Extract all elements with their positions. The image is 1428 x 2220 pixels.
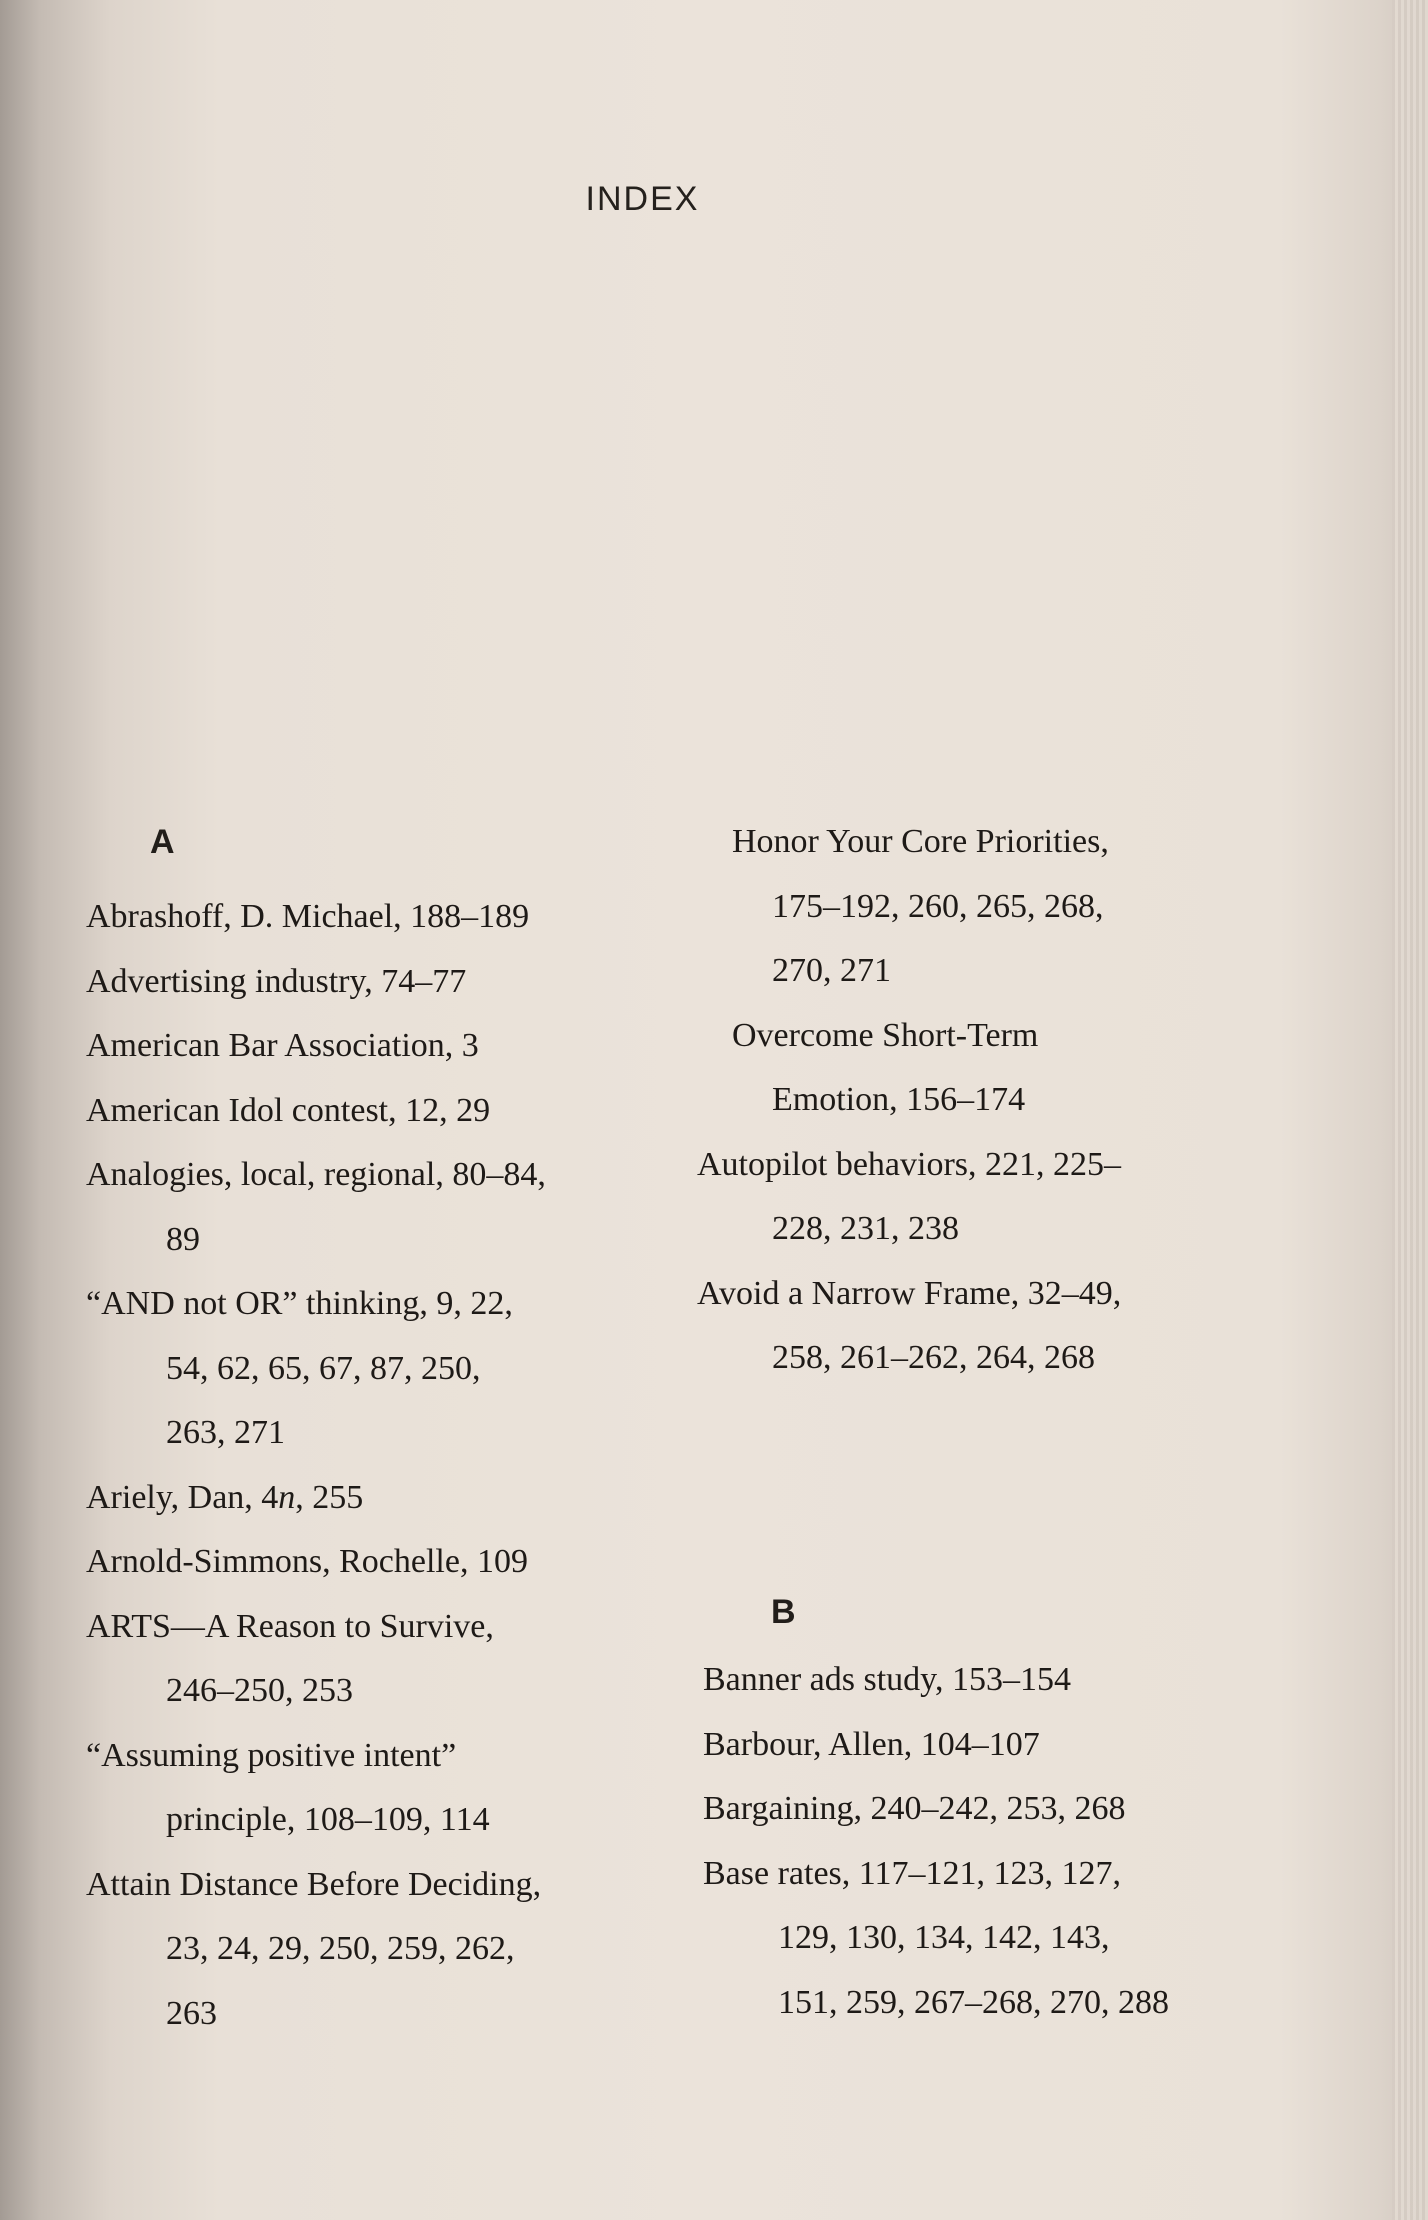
left-index-column	[86, 885, 546, 2046]
index-entry: Avoid a Narrow Frame, 32–49,	[697, 1274, 1122, 1312]
index-entry: ARTS—A Reason to Survive,	[86, 1607, 494, 1645]
index-entry: Abrashoff, D. Michael, 188–189	[86, 898, 530, 935]
index-entry: “AND not OR” thinking, 9, 22,	[86, 1285, 513, 1322]
index-entry: Arnold-Simmons, Rochelle, 109	[86, 1543, 528, 1580]
index-entry-continuation: 175–192, 260, 265, 268,	[772, 887, 1104, 925]
index-subentry: Honor Your Core Priorities,	[732, 823, 1109, 860]
index-entry-continuation: 246–250, 253	[166, 1672, 353, 1709]
index-entry-continuation: 151, 259, 267–268, 270, 288	[778, 1983, 1169, 2021]
index-entry: American Idol contest, 12, 29	[86, 1091, 491, 1129]
right-index-column-b	[703, 1648, 1169, 2035]
index-entry-continuation: 129, 130, 134, 142, 143,	[778, 1919, 1110, 1956]
index-entry: American Bar Association, 3	[86, 1027, 479, 1064]
index-subentry: Overcome Short-Term	[732, 1016, 1039, 1054]
index-entry: Base rates, 117–121, 123, 127,	[703, 1854, 1122, 1892]
index-entry: Advertising industry, 74–77	[86, 962, 467, 1000]
right-index-column-a	[697, 810, 1121, 1391]
index-entry: Ariely, Dan, 4n, 255	[86, 1478, 364, 1516]
index-entry: Bargaining, 240–242, 253, 268	[703, 1790, 1126, 1827]
index-entry: Attain Distance Before Deciding,	[86, 1865, 542, 1903]
index-entry: Autopilot behaviors, 221, 225–	[697, 1145, 1122, 1183]
section-letter-b: B	[771, 1593, 796, 1631]
index-entry-continuation: 23, 24, 29, 250, 259, 262,	[166, 1930, 515, 1967]
index-entry: Barbour, Allen, 104–107	[703, 1725, 1040, 1763]
index-entry-continuation: 263	[166, 1994, 217, 2032]
index-entry-continuation: 270, 271	[772, 952, 891, 989]
section-letter-a: A	[150, 823, 175, 861]
index-entry: “Assuming positive intent”	[86, 1736, 457, 1774]
page-title: INDEX	[585, 180, 700, 218]
index-entry-continuation: 54, 62, 65, 67, 87, 250,	[166, 1349, 481, 1387]
index-entry-continuation: principle, 108–109, 114	[166, 1801, 490, 1838]
index-entry: Analogies, local, regional, 80–84,	[86, 1156, 546, 1193]
index-entry: Banner ads study, 153–154	[703, 1661, 1071, 1698]
index-entry-continuation: 89	[166, 1220, 200, 1258]
index-entry-continuation: Emotion, 156–174	[772, 1081, 1026, 1118]
index-entry-continuation: 258, 261–262, 264, 268	[772, 1339, 1095, 1376]
page-edge	[1392, 0, 1428, 2220]
index-entry-continuation: 263, 271	[166, 1414, 285, 1451]
index-entry-continuation: 228, 231, 238	[772, 1210, 959, 1247]
